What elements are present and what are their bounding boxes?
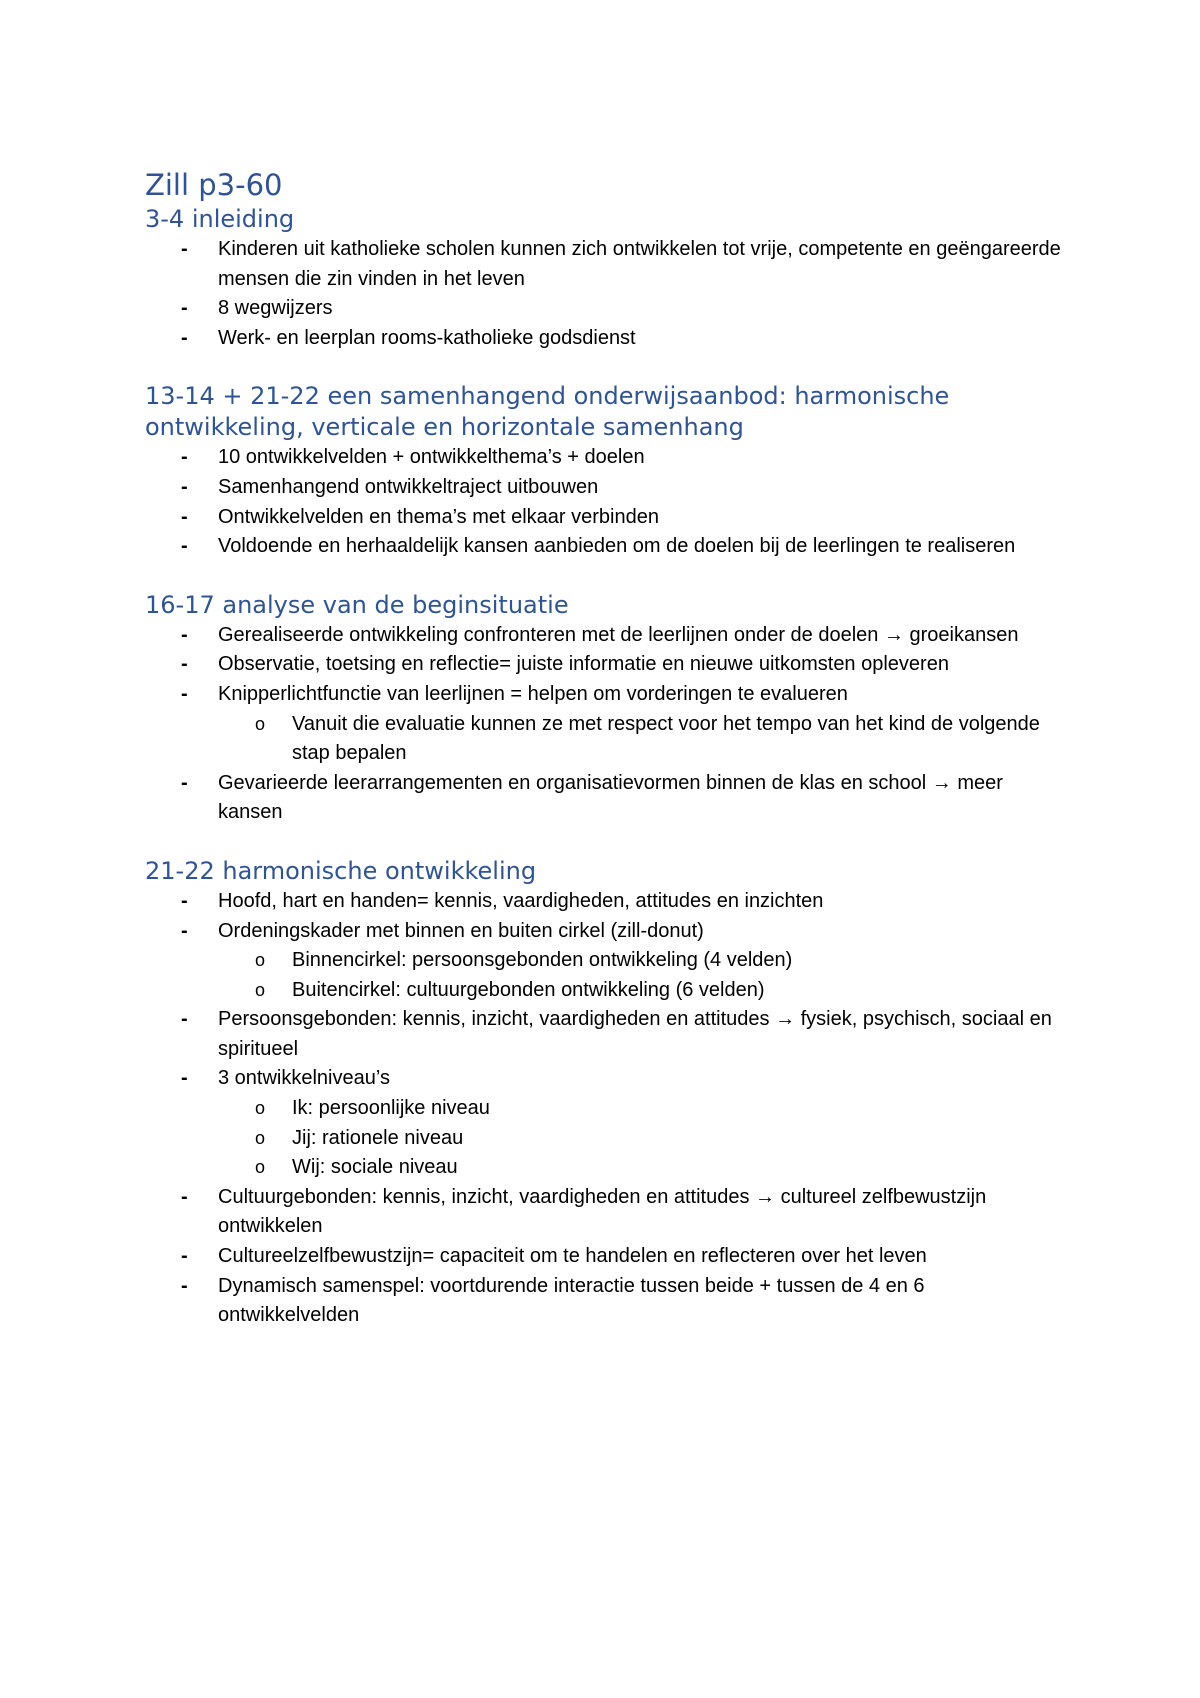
list-item-text: 10 ontwikkelvelden + ontwikkelthema’s + doelen	[218, 446, 645, 469]
list-item-text: Knipperlichtfunctie van leerlijnen = helpen om vorderingen te evalueren	[218, 682, 848, 705]
dash-bullet-icon: -	[181, 682, 188, 705]
dash-bullet-icon: -	[181, 1274, 188, 1297]
circle-bullet-icon: o	[255, 1157, 266, 1178]
list-item-text: Cultureelzelfbewustzijn= capaciteit om te handelen en reflecteren over het leven	[218, 1245, 927, 1268]
sub-list-item	[145, 1153, 1065, 1183]
sub-list-item-text: Wij: sociale niveau	[292, 1156, 458, 1179]
arrow-right-icon: →	[883, 623, 904, 646]
section	[145, 204, 1065, 353]
arrow-right-icon: →	[931, 771, 952, 794]
arrow-right-icon: →	[755, 1185, 776, 1208]
document-body	[145, 166, 1065, 1359]
sub-list-item-text: Binnencirkel: persoonsgebonden ontwikkeling (4 velden)	[292, 949, 793, 972]
list-item	[145, 532, 1065, 562]
list-item	[145, 650, 1065, 680]
section	[145, 856, 1065, 1331]
dash-bullet-icon: -	[181, 297, 188, 320]
section-heading: 16-17 analyse van de beginsituatie	[145, 590, 569, 619]
circle-bullet-icon: o	[255, 713, 266, 734]
section	[145, 590, 1065, 828]
dash-bullet-icon: -	[181, 1185, 188, 1208]
list-item	[145, 294, 1065, 324]
list-item-text: Gerealiseerde ontwikkeling confronteren met de leerlijnen onder de doelen	[218, 623, 884, 646]
bullet-list	[145, 887, 1065, 1331]
sub-list-item-text: Buitencirkel: cultuurgebonden ontwikkeling (6 velden)	[292, 978, 765, 1001]
list-item-text: Ontwikkelvelden en thema’s met elkaar verbinden	[218, 505, 659, 528]
list-item-text: Hoofd, hart en handen= kennis, vaardigheden, attitudes en inzichten	[218, 889, 824, 912]
list-item-text: Voldoende en herhaaldelijk kansen aanbieden om de doelen bij de leerlingen te realiseren	[218, 535, 1016, 558]
bullet-list	[145, 235, 1065, 353]
sub-list-item-text: Vanuit die evaluatie kunnen ze met respect voor het tempo van het kind de volgende stap bepalen	[292, 712, 1040, 765]
sub-list-item-text: Jij: rationele niveau	[292, 1126, 464, 1149]
list-item-text: Cultuurgebonden: kennis, inzicht, vaardigheden en attitudes	[218, 1185, 756, 1208]
list-item	[145, 1272, 1065, 1331]
list-item	[145, 887, 1065, 917]
section-heading: 13-14 + 21-22 een samenhangend onderwijsaanbod: harmonische ontwikkeling, verticale en horizontale samenhang	[145, 382, 950, 442]
circle-bullet-icon: o	[255, 1098, 266, 1119]
list-item-text: Observatie, toetsing en reflectie= juiste informatie en nieuwe uitkomsten opleveren	[218, 653, 949, 676]
list-item-text: Ordeningskader met binnen en buiten cirkel (zill-donut)	[218, 919, 704, 942]
list-item-text: 8 wegwijzers	[218, 297, 333, 320]
dash-bullet-icon: -	[181, 1008, 188, 1031]
list-item	[145, 1242, 1065, 1272]
dash-bullet-icon: -	[181, 505, 188, 528]
list-item-text: Gevarieerde leerarrangementen en organisatievormen binnen de klas en school	[218, 771, 932, 794]
circle-bullet-icon: o	[255, 979, 266, 1000]
list-item-result-text: groeikansen	[903, 623, 1019, 646]
section-heading: 3-4 inleiding	[145, 205, 295, 233]
section	[145, 381, 1065, 561]
list-item-result-text: cultureel zelfbewustzijn ontwikkelen	[218, 1185, 987, 1238]
list-item	[145, 473, 1065, 503]
list-item-result-text: fysiek, psychisch, sociaal en spiritueel	[218, 1008, 1052, 1060]
document-title: Zill p3-60	[145, 168, 283, 202]
list-item	[145, 235, 1065, 294]
section-heading: 21-22 harmonische ontwikkeling	[145, 856, 537, 885]
list-item	[145, 621, 1065, 651]
list-item-text: 3 ontwikkelniveau’s	[218, 1067, 390, 1090]
list-item	[145, 1064, 1065, 1094]
sub-list-item	[145, 976, 1065, 1006]
dash-bullet-icon: -	[181, 653, 188, 676]
bullet-list	[145, 443, 1065, 561]
dash-bullet-icon: -	[181, 446, 188, 469]
sub-list-item-text: Ik: persoonlijke niveau	[292, 1097, 490, 1120]
list-item	[145, 1183, 1065, 1242]
list-item-text: Persoonsgebonden: kennis, inzicht, vaardigheden en attitudes	[218, 1008, 776, 1031]
bullet-list	[145, 621, 1065, 828]
sections-container	[145, 204, 1065, 1331]
list-item-text: Samenhangend ontwikkeltraject uitbouwen	[218, 475, 599, 498]
list-item-result-text: meer kansen	[218, 771, 1003, 824]
dash-bullet-icon: -	[181, 771, 188, 794]
sub-list-item	[145, 1124, 1065, 1154]
circle-bullet-icon: o	[255, 1127, 266, 1148]
list-item	[145, 503, 1065, 533]
list-item	[145, 680, 1065, 710]
circle-bullet-icon: o	[255, 950, 266, 971]
dash-bullet-icon: -	[181, 623, 188, 646]
list-item	[145, 324, 1065, 354]
dash-bullet-icon: -	[181, 1067, 188, 1090]
list-item	[145, 443, 1065, 473]
arrow-right-icon: →	[775, 1008, 796, 1031]
list-item-text: Dynamisch samenspel: voortdurende interactie tussen beide + tussen de 4 en 6 ontwikkelvelden	[218, 1274, 925, 1327]
dash-bullet-icon: -	[181, 326, 188, 349]
sub-list-item	[145, 1094, 1065, 1124]
list-item	[145, 769, 1065, 828]
dash-bullet-icon: -	[181, 889, 188, 912]
dash-bullet-icon: -	[181, 919, 188, 942]
list-item	[145, 1005, 1065, 1064]
sub-list-item	[145, 710, 1065, 769]
dash-bullet-icon: -	[181, 475, 188, 498]
list-item	[145, 917, 1065, 947]
dash-bullet-icon: -	[181, 535, 188, 558]
dash-bullet-icon: -	[181, 1245, 188, 1268]
list-item-text: Werk- en leerplan rooms-katholieke godsdienst	[218, 326, 636, 349]
sub-list-item	[145, 946, 1065, 976]
list-item-text: Kinderen uit katholieke scholen kunnen zich ontwikkelen tot vrije, competente en geëngareerde mensen die zin vinden in het leven	[218, 238, 1061, 290]
dash-bullet-icon: -	[181, 238, 188, 260]
